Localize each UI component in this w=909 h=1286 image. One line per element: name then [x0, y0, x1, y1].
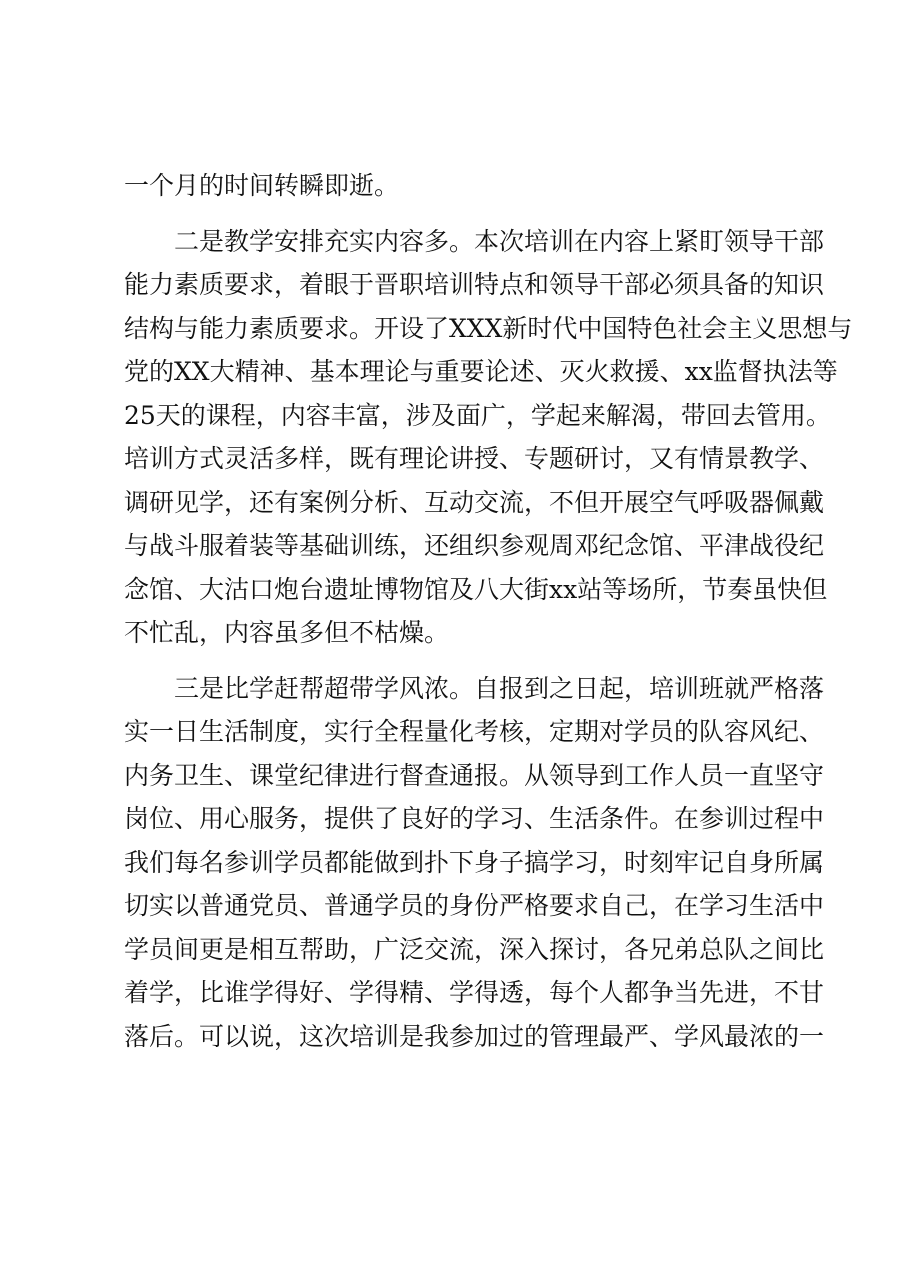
paragraph-line: 念馆、大沽口炮台遗址博物馆及八大街xx站等场所，节奏虽快但: [124, 574, 828, 604]
paragraph-line: 切实以普通党员、普通学员的身份严格要求自己，在学习生活中: [124, 891, 825, 920]
paragraph-line: 调研见学，还有案例分析、互动交流，不但开展空气呼吸器佩戴: [124, 487, 825, 517]
paragraph-line: 二是教学安排充实内容多。本次培训在内容上紧盯领导干部: [124, 226, 825, 256]
paragraph-line: 三是比学赶帮超带学风浓。自报到之日起，培训班就严格落: [124, 673, 825, 703]
paragraph-line: 不忙乱，内容虽多但不枯燥。: [124, 618, 450, 647]
paragraph-spacer: [124, 208, 804, 220]
paragraph-line: 我们每名参训学员都能做到扑下身子搞学习，时刻牢记自身所属: [124, 847, 825, 877]
paragraph-line: 培训方式灵活多样，既有理论讲授、专题研讨，又有情景教学、: [124, 444, 825, 473]
paragraph-spacer: [124, 655, 804, 667]
paragraph-line: 学员间更是相互帮助，广泛交流，深入探讨，各兄弟总队之间比: [124, 934, 825, 964]
paragraph-line: 实一日生活制度，实行全程量化考核，定期对学员的队容风纪、: [124, 717, 825, 746]
paragraph-line: 结构与能力素质要求。开设了XXX新时代中国特色社会主义思想与: [124, 313, 853, 343]
paragraph-line: 着学，比谁学得好、学得精、学得透，每个人都争当先进，不甘: [124, 978, 825, 1007]
paragraph-line: 能力素质要求，着眼于晋职培训特点和领导干部必须具备的知识: [124, 270, 825, 299]
paragraph-line: 25天的课程，内容丰富，涉及面广，学起来解渴，带回去管用。: [124, 400, 831, 430]
paragraph-1: [124, 164, 804, 208]
paragraph-2: [124, 220, 853, 655]
paragraph-3: [124, 667, 825, 1059]
paragraph-line: 内务卫生、课堂纪律进行督查通报。从领导到工作人员一直坚守: [124, 760, 825, 790]
paragraph-line: 党的XX大精神、基本理论与重要论述、灭火救援、xx监督执法等: [124, 357, 838, 386]
paragraph-line: 落后。可以说，这次培训是我参加过的管理最严、学风最浓的一: [124, 1021, 825, 1051]
document-body: [124, 164, 853, 1058]
paragraph-line: 一个月的时间转瞬即逝。: [124, 171, 400, 200]
paragraph-line: 岗位、用心服务，提供了良好的学习、生活条件。在参训过程中: [124, 804, 825, 833]
paragraph-line: 与战斗服着装等基础训练，还组织参观周邓纪念馆、平津战役纪: [124, 531, 825, 560]
